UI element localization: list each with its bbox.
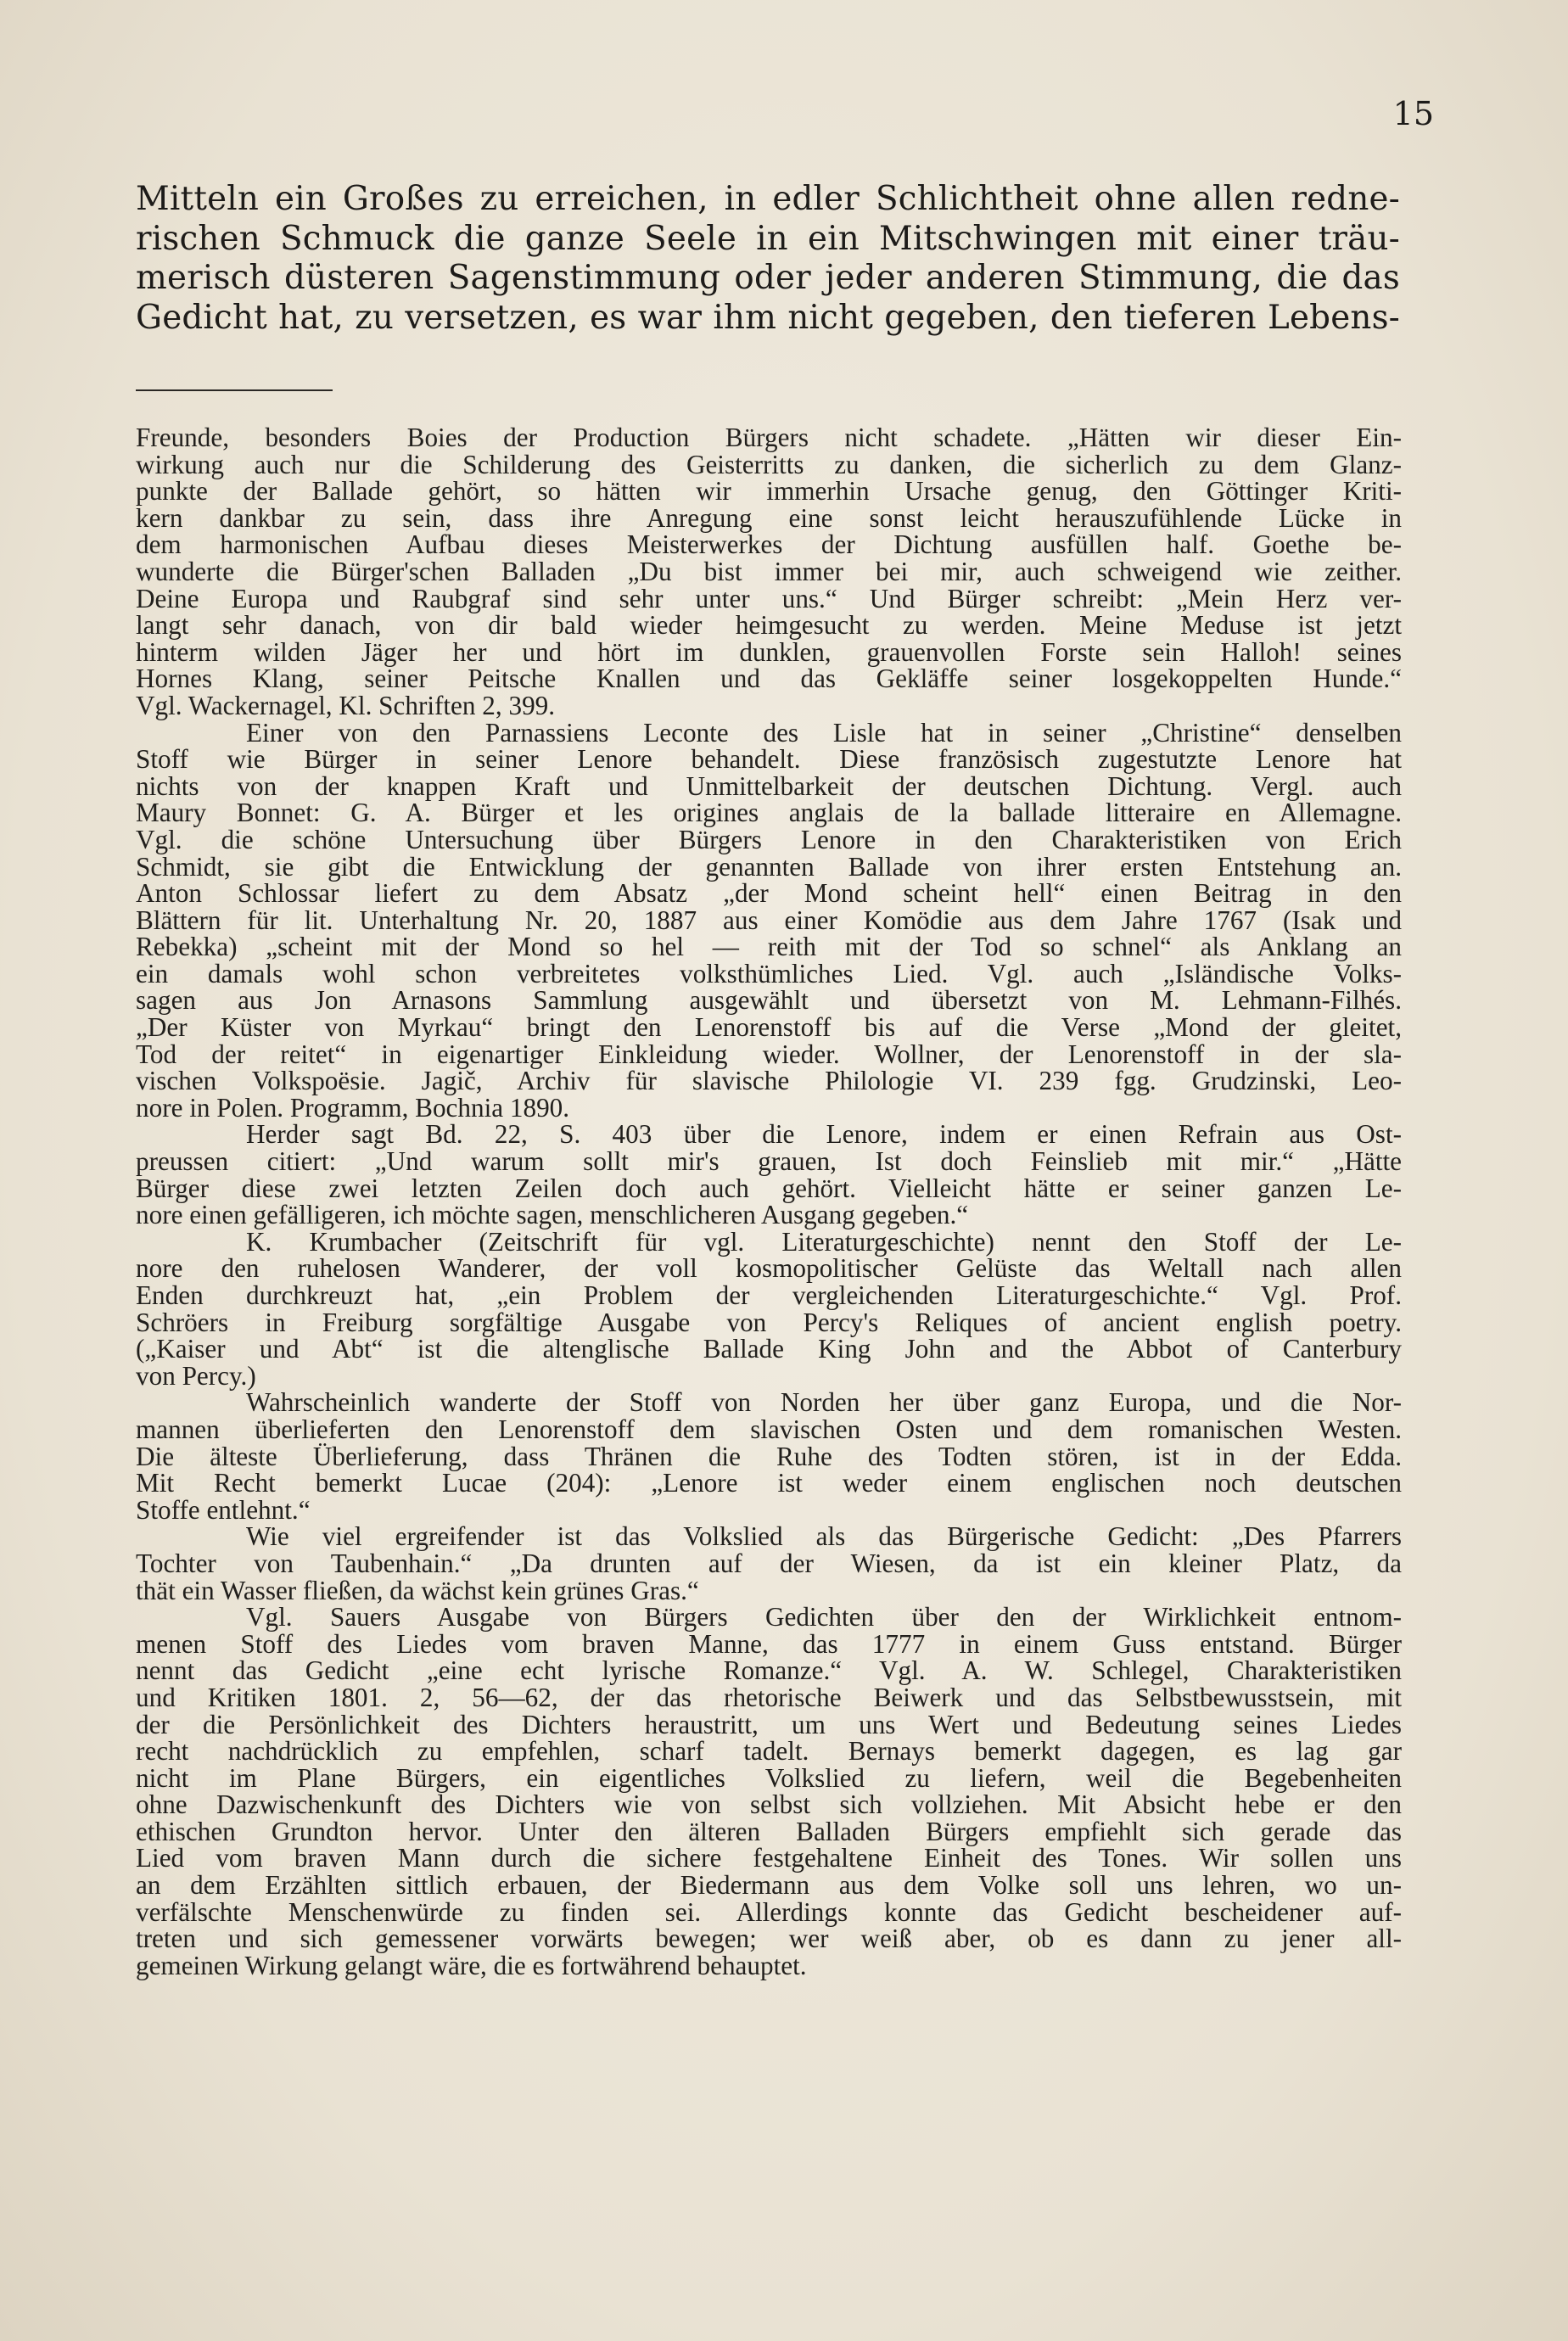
body-line: merisch düsteren Sagenstimmung oder jeder anderen Stimmung, die das <box>136 259 1400 297</box>
footnote-line: nicht im Plane Bürgers, ein eigentliches Volkslied zu liefern, weil die Begebenheiten <box>136 1762 1402 1793</box>
footnote-line: Maury Bonnet: G. A. Bürger et les origines anglais de la ballade litteraire en Allemagne. <box>136 798 1402 828</box>
footnote-line: nore einen gefälligeren, ich möchte sagen, menschlicheren Ausgang gegeben.“ <box>136 1200 969 1230</box>
footnote-line: Anton Schlossar liefert zu dem Absatz „der Mond scheint hell“ einen Beitrag in den <box>136 878 1402 909</box>
footnote-line: sagen aus Jon Arnasons Sammlung ausgewählt und übersetzt von M. Lehmann-Filhés. <box>136 985 1402 1016</box>
footnotes <box>136 424 1402 1979</box>
footnote-line: Lied vom braven Mann durch die sichere festgehaltene Einheit des Tones. Wir sollen uns <box>136 1843 1402 1873</box>
footnote-line: und Kritiken 1801. 2, 56—62, der das rhetorische Beiwerk und das Selbstbewusstsein, mit <box>136 1682 1402 1712</box>
footnote-line: Enden durchkreuzt hat, „ein Problem der vergleichenden Literaturgeschichte.“ Vgl. Prof. <box>136 1280 1402 1310</box>
footnote-line: nennt das Gedicht „eine echt lyrische Romanze.“ Vgl. A. W. Schlegel, Charakteristiken <box>136 1655 1402 1686</box>
footnote-line: Freunde, besonders Boies der Production Bürgers nicht schadete. „Hätten wir dieser Ein- <box>136 423 1402 452</box>
footnote-line: wirkung auch nur die Schilderung des Geisterritts zu danken, die sicherlich zu dem Glanz- <box>136 449 1402 479</box>
body-line: rischen Schmuck die ganze Seele in ein Mitschwingen mit einer träu- <box>136 219 1400 258</box>
footnote-line: hinterm wilden Jäger her und hört im dunklen, grauenvollen Forste sein Halloh! seines <box>136 636 1402 667</box>
footnote-line: Schröers in Freiburg sorgfältige Ausgabe von Percy's Reliques of ancient english poetry. <box>136 1307 1402 1337</box>
footnote-line: nore den ruhelosen Wanderer, der voll kosmopolitischer Gelüste das Weltall nach allen <box>136 1253 1402 1284</box>
footnote-line: von Percy.) <box>136 1360 256 1391</box>
footnote-line: („Kaiser und Abt“ ist die altenglische Ballade King John and the Abbot of Canterbury <box>136 1334 1402 1364</box>
page-number: 15 <box>1392 95 1434 132</box>
footnote-line: an dem Erzählten sittlich erbauen, der Biedermann aus dem Volke soll uns lehren, wo un- <box>136 1870 1402 1901</box>
footnote-line: verfälschte Menschenwürde zu finden sei. Allerdings konnte das Gedicht bescheidener auf- <box>136 1896 1402 1927</box>
footnote-line: dem harmonischen Aufbau dieses Meisterwerkes der Dichtung ausfüllen half. Goethe be- <box>136 529 1402 560</box>
footnote-line: Vgl. die schöne Untersuchung über Bürgers Lenore in den Charakteristiken von Erich <box>136 824 1402 854</box>
footnote-line: Bürger diese zwei letzten Zeilen doch auch gehört. Vielleicht hätte er seiner ganzen Le- <box>136 1173 1402 1203</box>
footnote-line: Die älteste Überlieferung, dass Thränen die Ruhe des Todten stören, ist in der Edda. <box>136 1441 1402 1471</box>
footnote-line: Deine Europa und Raubgraf sind sehr unter uns.“ Und Bürger schreibt: „Mein Herz ver- <box>136 583 1402 613</box>
footnote-line: mannen überlieferten den Lenorenstoff dem slavischen Osten und dem romanischen Westen. <box>136 1414 1402 1444</box>
footnote-line: punkte der Ballade gehört, so hätten wir immerhin Ursache genug, den Göttinger Kriti- <box>136 476 1402 507</box>
footnote-line: Herder sagt Bd. 22, S. 403 über die Lenore, indem er einen Refrain aus Ost- <box>246 1119 1402 1150</box>
footnote-line: Tochter von Taubenhain.“ „Da drunten auf der Wiesen, da ist ein kleiner Platz, da <box>136 1548 1402 1578</box>
footnote-line: K. Krumbacher (Zeitschrift für vgl. Literaturgeschichte) nennt den Stoff der Le- <box>246 1226 1402 1257</box>
footnote-line: nore in Polen. Programm, Bochnia 1890. <box>136 1092 570 1123</box>
footnote-line: Stoff wie Bürger in seiner Lenore behandelt. Diese französisch zugestutzte Lenore hat <box>136 744 1402 775</box>
footnote-line: ohne Dazwischenkunft des Dichters wie von selbst sich vollziehen. Mit Absicht hebe er den <box>136 1789 1402 1820</box>
footnote-line: Tod der reitet“ in eigenartiger Einkleidung wieder. Wollner, der Lenorenstoff in der sla- <box>136 1039 1402 1069</box>
footnote-line: Vgl. Sauers Ausgabe von Bürgers Gedichten über den der Wirklichkeit entnom- <box>246 1602 1402 1633</box>
footnote-line: Vgl. Wackernagel, Kl. Schriften 2, 399. <box>136 690 556 720</box>
footnote-line: kern dankbar zu sein, dass ihre Anregung eine sonst leicht herauszufühlende Lücke in <box>136 502 1402 533</box>
footnote-line: vischen Volkspoësie. Jagič, Archiv für slavische Philologie VI. 239 fgg. Grudzinski, Leo- <box>136 1066 1402 1096</box>
footnote-line: recht nachdrücklich zu empfehlen, scharf tadelt. Bernays bemerkt dagegen, es lag gar <box>136 1736 1402 1767</box>
footnote-line: ethischen Grundton hervor. Unter den älteren Balladen Bürgers empfiehlt sich gerade das <box>136 1816 1402 1846</box>
footnote-line: thät ein Wasser fließen, da wächst kein grünes Gras.“ <box>136 1575 699 1605</box>
footnote-line: ein damals wohl schon verbreitetes volksthümliches Lied. Vgl. auch „Isländische Volks- <box>136 958 1402 988</box>
footnote-line: Wahrscheinlich wanderte der Stoff von Norden her über ganz Europa, und die Nor- <box>246 1387 1402 1418</box>
footnote-line: nichts von der knappen Kraft und Unmittelbarkeit der deutschen Dichtung. Vergl. auch <box>136 770 1402 801</box>
footnote-line: Hornes Klang, seiner Peitsche Knallen und das Gekläffe seiner losgekoppelten Hunde.“ <box>136 664 1402 694</box>
footnote-line: Einer von den Parnassiens Leconte des Lisle hat in seiner „Christine“ denselben <box>246 717 1402 748</box>
footnote-line: menen Stoff des Liedes vom braven Manne, das 1777 in einem Guss entstand. Bürger <box>136 1628 1402 1659</box>
footnote-line: Stoffe entlehnt.“ <box>136 1494 311 1525</box>
footnote-line: Rebekka) „scheint mit der Mond so hel — reith mit der Tod so schnel“ als Anklang an <box>136 932 1402 962</box>
footnote-separator-rule <box>136 389 333 391</box>
footnote-line: treten und sich gemessener vorwärts bewegen; wer weiß aber, ob es dann zu jener all- <box>136 1924 1402 1954</box>
footnote-line: gemeinen Wirkung gelangt wäre, die es fortwährend behauptet. <box>136 1950 807 1980</box>
footnote-line: Wie viel ergreifender ist das Volkslied als das Bürgerische Gedicht: „Des Pfarrers <box>246 1521 1402 1552</box>
body-line: Mitteln ein Großes zu erreichen, in edler Schlichtheit ohne allen redne- <box>136 180 1400 218</box>
footnote-line: langt sehr danach, von dir bald wieder heimgesucht zu werden. Meine Meduse ist jetzt <box>136 610 1402 641</box>
footnote-line: der die Persönlichkeit des Dichters heraustritt, um uns Wert und Bedeutung seines Liedes <box>136 1709 1402 1739</box>
footnote-line: „Der Küster von Myrkau“ bringt den Lenorenstoff bis auf die Verse „Mond der gleitet, <box>136 1012 1402 1043</box>
footnote-line: wunderte die Bürger'schen Balladen „Du bist immer bei mir, auch schweigend wie zeither. <box>136 556 1402 586</box>
footnote-line: preussen citiert: „Und warum sollt mir's grauen, Ist doch Feinslieb mit mir.“ „Hätte <box>136 1146 1402 1177</box>
footnote-line: Schmidt, sie gibt die Entwicklung der genannten Ballade von ihrer ersten Entstehung an. <box>136 851 1402 882</box>
main-body-text <box>136 180 1400 338</box>
footnote-line: Blättern für lit. Unterhaltung Nr. 20, 1887 aus einer Komödie aus dem Jahre 1767 (Isak und <box>136 904 1402 935</box>
body-line: Gedicht hat, zu versetzen, es war ihm nicht gegeben, den tieferen Lebens- <box>136 298 1400 337</box>
footnote-line: Mit Recht bemerkt Lucae (204): „Lenore ist weder einem englischen noch deutschen <box>136 1468 1402 1498</box>
